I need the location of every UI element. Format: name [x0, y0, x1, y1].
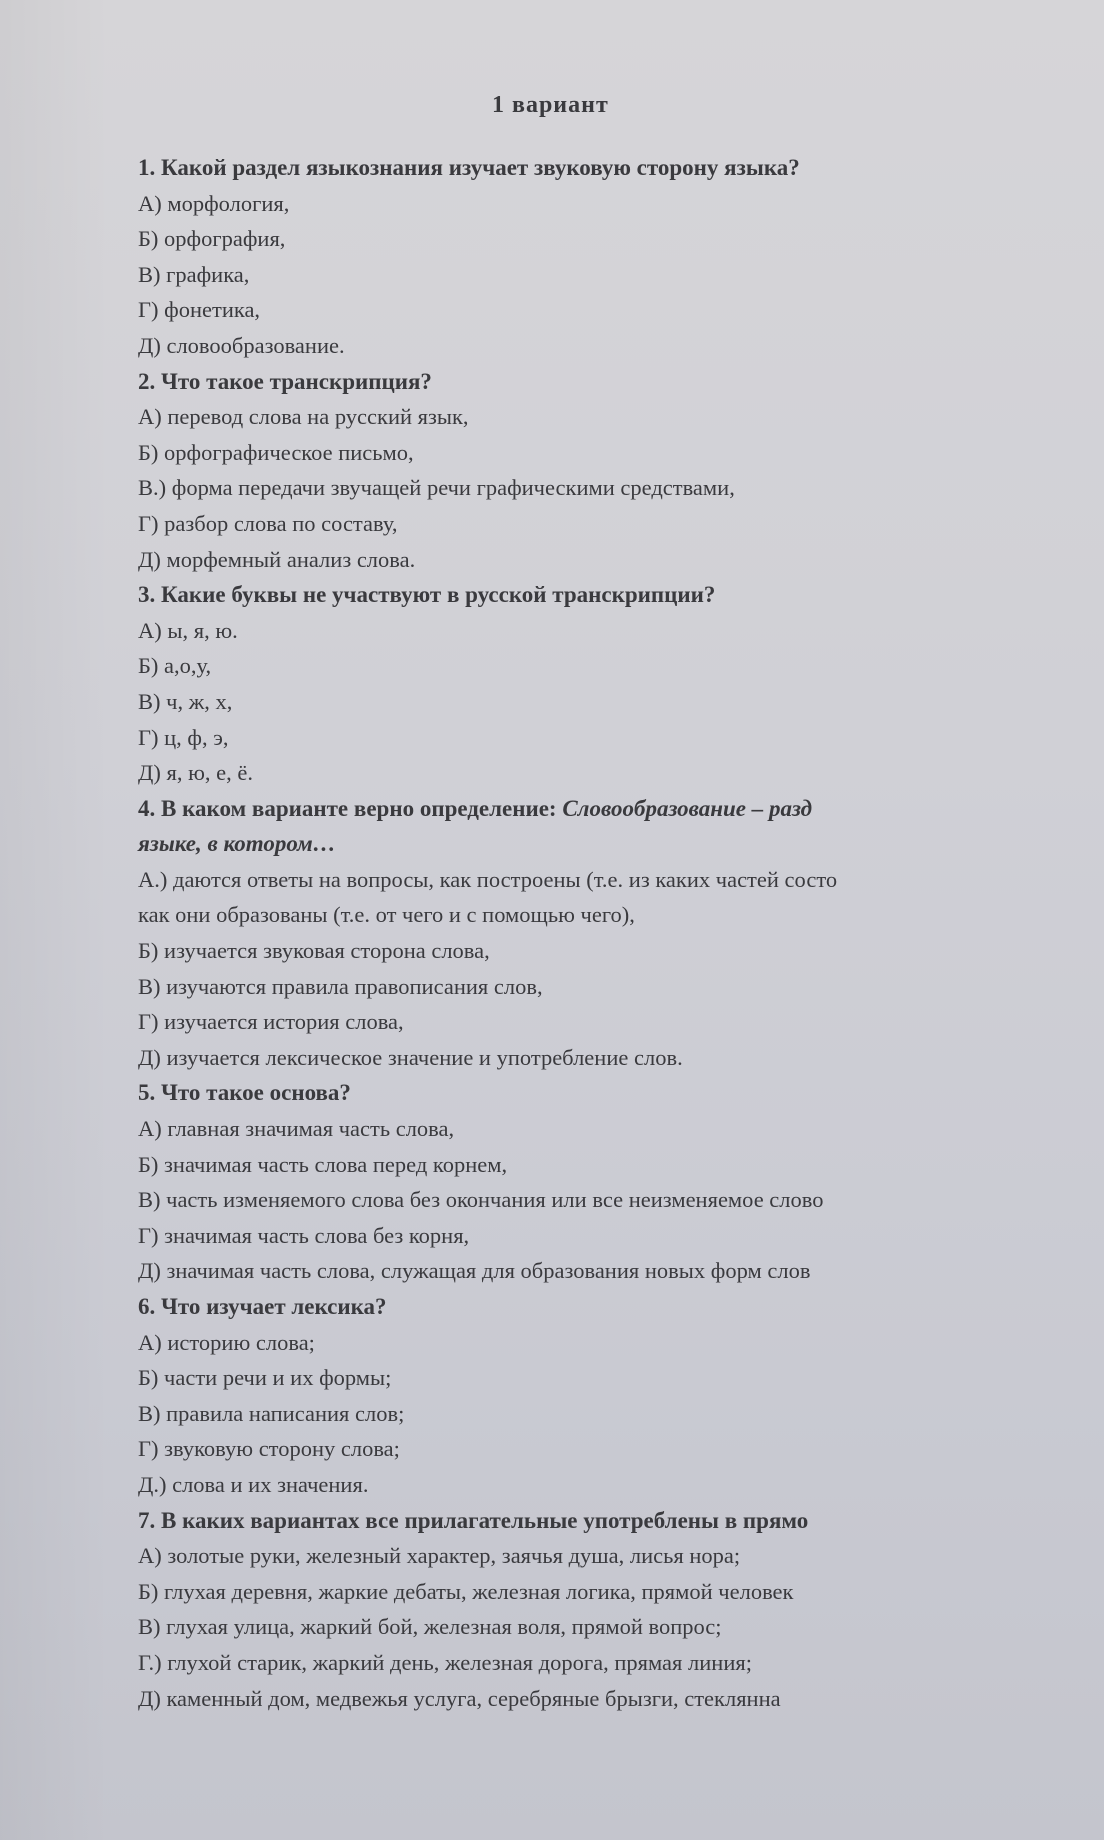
question-4-option-d: Д) изучается лексическое значение и употребление слов.: [138, 1044, 683, 1070]
question-4-continuation-text: языке, в котором…: [138, 831, 336, 857]
question-6-option-v: В) правила написания слов;: [138, 1400, 405, 1426]
question-5-option-a: А) главная значимая часть слова,: [138, 1116, 455, 1142]
question-7-option-b: Б) глухая деревня, жаркие дебаты, железная логика, прямой человек: [138, 1578, 794, 1604]
question-4-option-a-cont: как они образованы (т.е. от чего и с помощью чего),: [138, 902, 635, 928]
question-4-option-b: Б) изучается звуковая сторона слова,: [138, 938, 490, 964]
question-2-option-v: В.) форма передачи звучащей речи графическими средствами,: [138, 475, 735, 501]
question-1-option-v: В) графика,: [138, 261, 250, 287]
question-6-option-a: А) историю слова;: [138, 1329, 315, 1355]
question-5-option-g: Г) значимая часть слова без корня,: [138, 1222, 470, 1248]
question-3-option-a: А) ы, я, ю.: [138, 617, 238, 643]
question-1: 1. Какой раздел языкознания изучает звуковую сторону языка?: [138, 155, 800, 180]
question-2-option-d: Д) морфемный анализ слова.: [138, 546, 416, 572]
question-2-option-b: Б) орфографическое письмо,: [138, 439, 414, 465]
question-3-option-b: Б) а,о,у,: [138, 653, 212, 679]
question-1-option-b: Б) орфография,: [138, 226, 286, 252]
question-1-option-g: Г) фонетика,: [138, 297, 261, 323]
question-6: 6. Что изучает лексика?: [138, 1294, 387, 1319]
question-3-option-d: Д) я, ю, е, ё.: [138, 760, 253, 786]
question-3-option-v: В) ч, ж, х,: [138, 688, 233, 714]
question-6-option-d: Д.) слова и их значения.: [138, 1471, 369, 1497]
test-content: [138, 150, 1104, 1716]
page-shadow: [0, 0, 110, 1840]
question-4-option-g: Г) изучается история слова,: [138, 1009, 404, 1035]
question-1-option-d: Д) словообразование.: [138, 332, 345, 358]
question-6-option-b: Б) части речи и их формы;: [138, 1365, 392, 1391]
question-2: 2. Что такое транскрипция?: [138, 368, 432, 394]
question-4-option-a: А.) даются ответы на вопросы, как построены (т.е. из каких частей состо: [138, 866, 838, 892]
question-5-option-b: Б) значимая часть слова перед корнем,: [138, 1151, 508, 1177]
question-4-continuation: [138, 826, 1104, 862]
question-7-option-g: Г.) глухой старик, жаркий день, железная дорога, прямая линия;: [138, 1649, 752, 1675]
question-5-option-v: В) часть изменяемого слова без окончания или все неизменяемое слово: [138, 1187, 824, 1213]
question-4: [138, 791, 1104, 827]
question-6-option-g: Г) звуковую сторону слова;: [138, 1436, 400, 1462]
question-7-option-a: А) золотые руки, железный характер, заячья душа, лисья нора;: [138, 1543, 741, 1569]
question-3: 3. Какие буквы не участвуют в русской транскрипции?: [138, 582, 716, 608]
question-2-option-a: А) перевод слова на русский язык,: [138, 404, 469, 430]
question-5-option-d: Д) значимая часть слова, служащая для образования новых форм слов: [138, 1258, 811, 1284]
question-2-option-g: Г) разбор слова по составу,: [138, 510, 398, 536]
question-3-option-g: Г) ц, ф, э,: [138, 724, 229, 750]
question-7-option-d: Д) каменный дом, медвежья услуга, серебряные брызги, стеклянна: [138, 1685, 781, 1711]
question-5: 5. Что такое основа?: [138, 1080, 351, 1106]
question-4-definition: Словообразование – разд: [556, 795, 813, 821]
question-4-text: 4. В каком варианте верно определение:: [138, 795, 557, 821]
page-title: 1 вариант: [492, 92, 609, 118]
question-1-option-a: А) морфология,: [138, 190, 290, 216]
question-7: 7. В каких вариантах все прилагательные употреблены в прямо: [138, 1507, 809, 1533]
question-7-option-v: В) глухая улица, жаркий бой, железная воля, прямой вопрос;: [138, 1614, 722, 1640]
question-4-option-v: В) изучаются правила правописания слов,: [138, 973, 543, 999]
